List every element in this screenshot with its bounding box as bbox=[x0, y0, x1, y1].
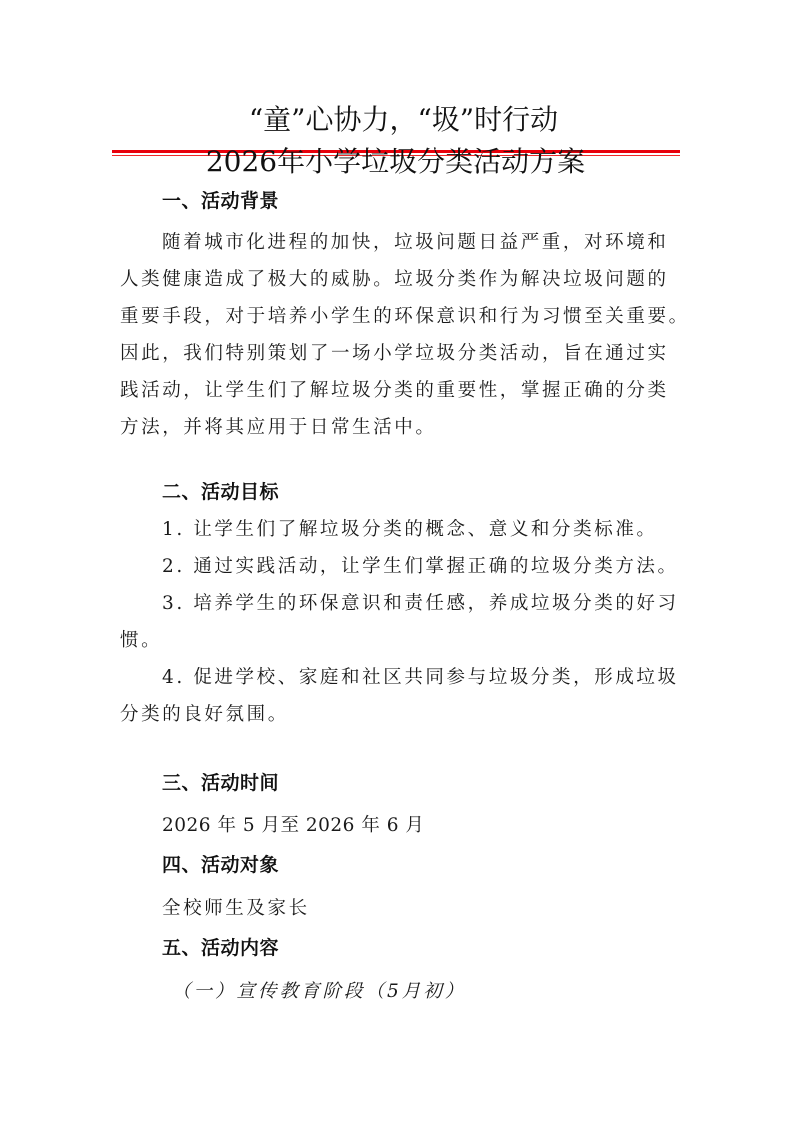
document-title-line2: 2026年小学垃圾分类活动方案 bbox=[205, 145, 586, 178]
activity-audience-text: 全校师生及家长 bbox=[162, 898, 310, 919]
paragraph-line: 重要手段，对于培养小学生的环保意识和行为习惯至关重要。 bbox=[120, 306, 690, 327]
document-title-line1: “童”心协力，“圾”时行动 bbox=[248, 103, 559, 136]
subsection-heading-publicity: （一）宣传教育阶段（5月初） bbox=[172, 981, 467, 1002]
paragraph-line: 践活动，让学生们了解垃圾分类的重要性，掌握正确的分类 bbox=[120, 380, 669, 401]
goal-item-1: 1. 让学生们了解垃圾分类的概念、意义和分类标准。 bbox=[162, 519, 658, 540]
goal-item-4-continued: 分类的良好氛围。 bbox=[120, 704, 289, 725]
paragraph-line: 方法，并将其应用于日常生活中。 bbox=[120, 417, 437, 438]
goal-item-2: 2. 通过实践活动，让学生们掌握正确的垃圾分类方法。 bbox=[162, 556, 679, 577]
goal-item-3: 3. 培养学生的环保意识和责任感，养成垃圾分类的好习 bbox=[162, 593, 679, 614]
goal-item-4: 4. 促进学校、家庭和社区共同参与垃圾分类，形成垃圾 bbox=[162, 667, 679, 688]
section-heading-content: 五、活动内容 bbox=[162, 937, 280, 959]
section-heading-time: 三、活动时间 bbox=[162, 772, 280, 794]
section-heading-audience: 四、活动对象 bbox=[162, 854, 280, 876]
section-heading-background: 一、活动背景 bbox=[162, 190, 280, 212]
paragraph-line: 人类健康造成了极大的威胁。垃圾分类作为解决垃圾问题的 bbox=[120, 269, 669, 290]
paragraph-line: 随着城市化进程的加快，垃圾问题日益严重，对环境和 bbox=[162, 232, 669, 253]
section-heading-goals: 二、活动目标 bbox=[162, 481, 280, 503]
paragraph-line: 因此，我们特别策划了一场小学垃圾分类活动，旨在通过实 bbox=[120, 343, 669, 364]
activity-time-text: 2026 年 5 月至 2026 年 6 月 bbox=[162, 815, 425, 836]
goal-item-3-continued: 惯。 bbox=[120, 630, 163, 651]
